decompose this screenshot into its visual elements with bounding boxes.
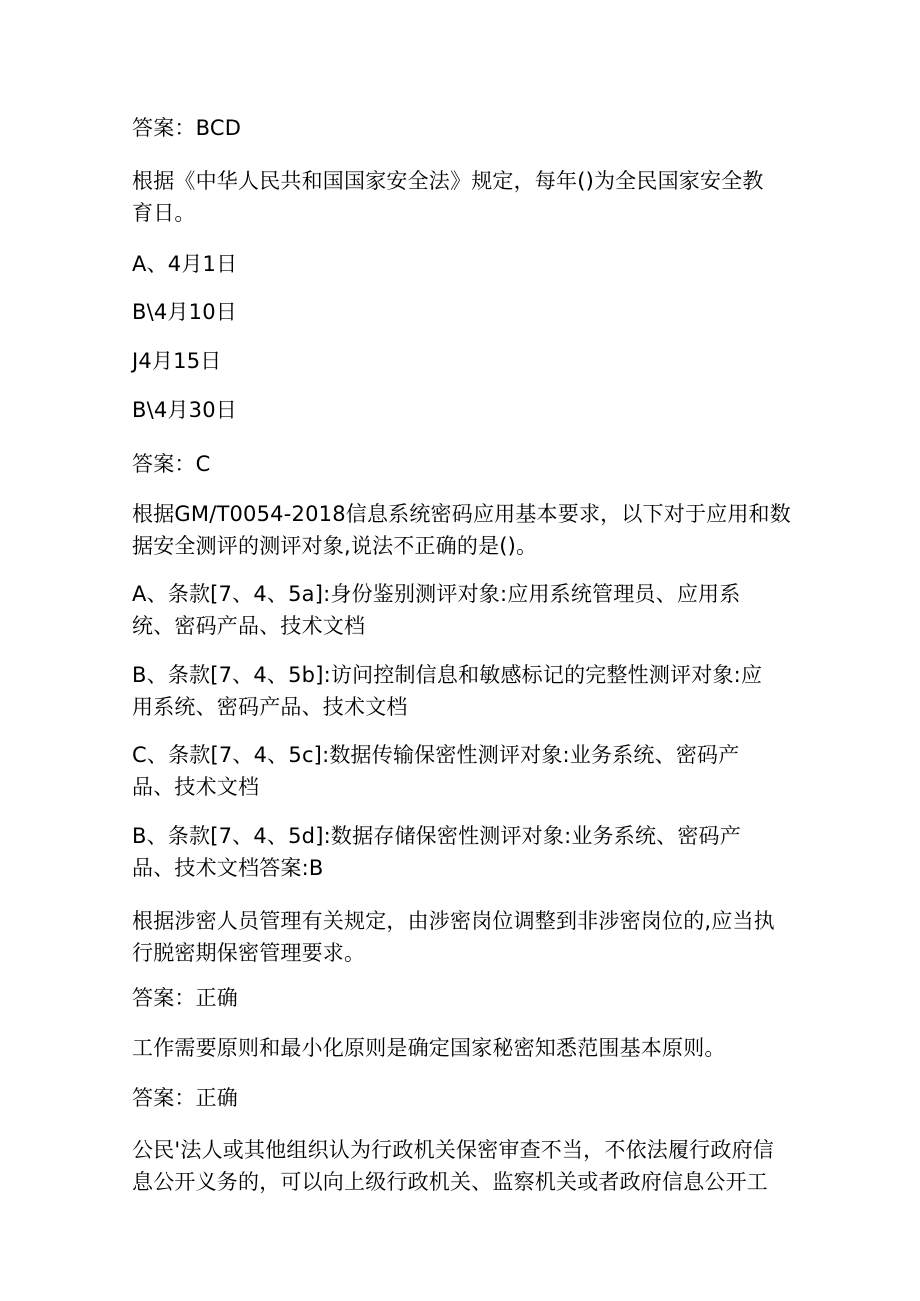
option-line: B\4月10日 (132, 300, 237, 324)
answer-line: 答案：正确 (132, 1086, 238, 1110)
option-line: 用系统、密码产品、技术文档 (132, 695, 408, 719)
question-paragraph (132, 498, 792, 562)
option-line: 品、技术文档 (132, 775, 260, 799)
option-paragraph (132, 578, 792, 642)
question-line: 公民'法人或其他组织认为行政机关保密审查不当，不依法履行政府信 (132, 1138, 774, 1162)
question-line: 息公开义务的，可以向上级行政机关、监察机关或者政府信息公开工 (132, 1170, 768, 1194)
option-line: J4月15日 (132, 349, 222, 373)
question-line: 根据涉密人员管理有关规定，由涉密岗位调整到非涉密岗位的,应当执 (132, 909, 775, 933)
option-line: 品、技术文档答案:B (132, 856, 324, 880)
option-line: 统、密码产品、技术文档 (132, 614, 366, 638)
answer-line: 答案：C (132, 452, 211, 476)
question-line: 根据《中华人民共和国国家安全法》规定，每年()为全民国家安全教 (132, 169, 764, 193)
question-line: 行脱密期保密管理要求。 (132, 941, 366, 965)
option-paragraph (132, 739, 792, 803)
option-paragraph (132, 820, 792, 884)
option-line: A、条款[7、4、5a]:身份鉴别测评对象:应用系统管理员、应用系 (132, 582, 741, 606)
question-line: 工作需要原则和最小化原则是确定国家秘密知悉范围基本原则。 (132, 1036, 726, 1060)
question-line: 育日。 (132, 201, 196, 225)
option-line: B、条款[7、4、5b]:访问控制信息和敏感标记的完整性测评对象:应 (132, 663, 763, 687)
option-line: B、条款[7、4、5d]:数据存储保密性测评对象:业务系统、密码产 (132, 824, 741, 848)
question-paragraph (132, 165, 792, 229)
question-line: 根据GM/T0054-2018信息系统密码应用基本要求，以下对于应用和数 (132, 502, 791, 526)
option-line: B\4月30日 (132, 398, 237, 422)
option-line: A、4月1日 (132, 252, 238, 276)
question-paragraph (132, 905, 792, 969)
answer-line: 答案：正确 (132, 986, 238, 1010)
option-line: C、条款[7、4、5c]:数据传输保密性测评对象:业务系统、密码产 (132, 743, 740, 767)
option-paragraph (132, 659, 792, 723)
answer-line: 答案：BCD (132, 116, 242, 140)
question-paragraph (132, 1134, 792, 1198)
question-line: 据安全测评的测评对象,说法不正确的是()。 (132, 534, 538, 558)
